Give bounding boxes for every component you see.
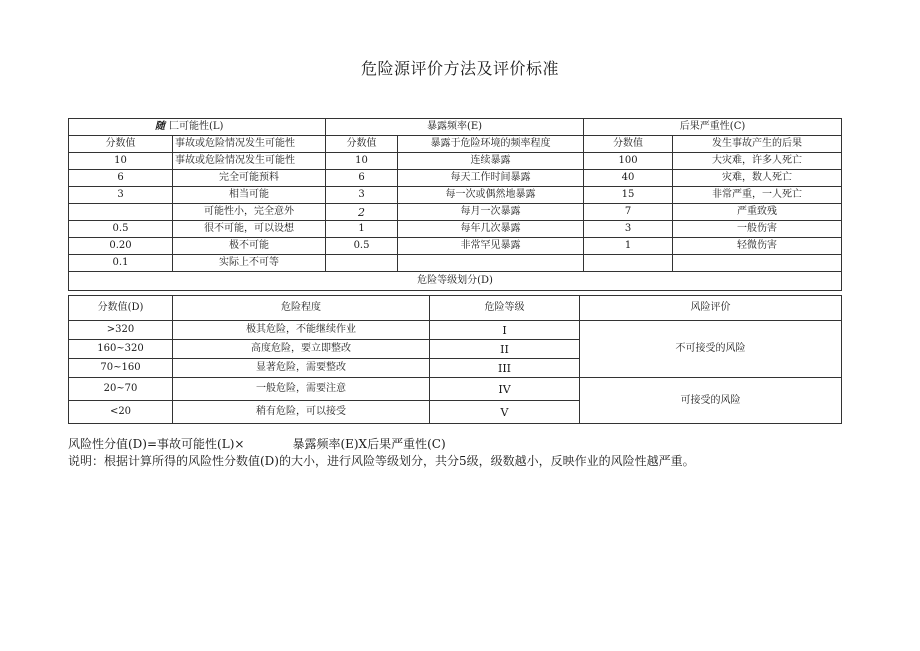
e-score-cell: 10 (326, 153, 398, 170)
subheader-cell: 发生事故产生的后果 (673, 136, 842, 153)
subheader-cell: 分数值 (69, 136, 173, 153)
table-row (69, 153, 842, 170)
c-score-cell: 40 (584, 170, 673, 187)
risk-header-cell: 风险评价 (580, 296, 842, 321)
risk-score-cell: 20~70 (69, 378, 173, 401)
c-desc-cell: 灾难，数人死亡 (673, 170, 842, 187)
c-desc-cell (673, 255, 842, 272)
risk-row (69, 378, 842, 401)
risk-level-table (68, 295, 842, 424)
e-score-cell: 0.5 (326, 238, 398, 255)
subheader-cell: 事故或危险情况发生可能性 (173, 136, 326, 153)
risk-header-cell: 分数值(D) (69, 296, 173, 321)
risk-degree-cell: 高度危险，要立即整改 (173, 340, 430, 359)
exposure-header: 暴露频率(E) (326, 119, 584, 136)
risk-section-title: 危险等级划分(D) (69, 272, 842, 291)
l-score-cell: 10 (69, 153, 173, 170)
l-desc-cell: 很不可能，可以设想 (173, 221, 326, 238)
risk-eval-unacceptable: 不可接受的风险 (580, 321, 842, 378)
l-score-cell: 0.1 (69, 255, 173, 272)
page-title: 危险源评价方法及评价标准 (360, 59, 559, 78)
table-row (69, 187, 842, 204)
c-desc-cell: 轻微伤害 (673, 238, 842, 255)
e-desc-cell: 每月一次暴露 (398, 204, 584, 221)
risk-eval-acceptable: 可接受的风险 (580, 378, 842, 424)
e-desc-cell (398, 255, 584, 272)
risk-score-cell: 160~320 (69, 340, 173, 359)
e-score-cell: 3 (326, 187, 398, 204)
likelihood-header-bold: 随 (155, 121, 165, 132)
c-score-cell: 1 (584, 238, 673, 255)
likelihood-header-text: 匚可能性(L) (169, 121, 224, 132)
risk-degree-cell: 一般危险，需要注意 (173, 378, 430, 401)
c-score-cell (584, 255, 673, 272)
l-score-cell: 0.5 (69, 221, 173, 238)
table-row (69, 255, 842, 272)
risk-degree-cell: 稍有危险，可以接受 (173, 401, 430, 424)
subheader-cell: 分数值 (584, 136, 673, 153)
risk-degree-cell: 显著危险，需要整改 (173, 359, 430, 378)
l-score-cell: 3 (69, 187, 173, 204)
formula-part-1: 风险性分值(D)=事故可能性(L)× (68, 437, 245, 451)
risk-header-cell: 危险等级 (430, 296, 580, 321)
l-desc-cell: 事故或危险情况发生可能性 (173, 153, 326, 170)
c-score-cell: 100 (584, 153, 673, 170)
l-desc-cell: 完全可能预料 (173, 170, 326, 187)
evaluation-criteria-table (68, 118, 842, 291)
risk-level-cell: III (430, 359, 580, 378)
risk-degree-cell: 极其危险，不能继续作业 (173, 321, 430, 340)
c-score-cell: 7 (584, 204, 673, 221)
l-desc-cell: 相当可能 (173, 187, 326, 204)
risk-level-cell: I (430, 321, 580, 340)
e-desc-cell: 每年几次暴露 (398, 221, 584, 238)
c-score-cell: 3 (584, 221, 673, 238)
l-score-cell: 6 (69, 170, 173, 187)
explanation-note: 说明：根据计算所得的风险性分数值(D)的大小，进行风险等级划分，共分5级，级数越小，反映作业的风险性越严重。 (68, 454, 695, 468)
risk-score-cell: 70~160 (69, 359, 173, 378)
table-row (69, 170, 842, 187)
c-desc-cell: 严重致残 (673, 204, 842, 221)
e-score-cell: 1 (326, 221, 398, 238)
l-desc-cell: 实际上不可等 (173, 255, 326, 272)
risk-header-cell: 危险程度 (173, 296, 430, 321)
risk-level-cell: II (430, 340, 580, 359)
l-desc-cell: 可能性小，完全意外 (173, 204, 326, 221)
subheader-cell: 暴露于危险环境的频率程度 (398, 136, 584, 153)
c-desc-cell: 非常严重，一人死亡 (673, 187, 842, 204)
l-score-cell (69, 204, 173, 221)
risk-score-cell: <20 (69, 401, 173, 424)
table-subheader-row (69, 136, 842, 153)
c-desc-cell: 大灾难，许多人死亡 (673, 153, 842, 170)
likelihood-header (69, 119, 326, 136)
e-desc-cell: 连续暴露 (398, 153, 584, 170)
e-desc-cell: 每天工作时间暴露 (398, 170, 584, 187)
risk-formula (68, 435, 446, 452)
table-row (69, 204, 842, 221)
risk-level-cell: V (430, 401, 580, 424)
c-score-cell: 15 (584, 187, 673, 204)
table-row (69, 238, 842, 255)
e-desc-cell: 每一次或偶然地暴露 (398, 187, 584, 204)
e-score-cell (326, 255, 398, 272)
e-score-cell: 6 (326, 170, 398, 187)
e-score-cell: 2 (326, 204, 398, 221)
formula-part-2: 暴露频率(E)X后果严重性(C) (292, 437, 446, 451)
risk-score-cell: >320 (69, 321, 173, 340)
risk-section-title-row (69, 272, 842, 291)
l-desc-cell: 极不可能 (173, 238, 326, 255)
l-score-cell: 0.20 (69, 238, 173, 255)
risk-header-row (69, 296, 842, 321)
table-row (69, 221, 842, 238)
risk-row (69, 321, 842, 340)
table-header-row (69, 119, 842, 136)
c-desc-cell: 一般伤害 (673, 221, 842, 238)
risk-level-cell: IV (430, 378, 580, 401)
subheader-cell: 分数值 (326, 136, 398, 153)
e-desc-cell: 非常罕见暴露 (398, 238, 584, 255)
consequence-header: 后果严重性(C) (584, 119, 842, 136)
